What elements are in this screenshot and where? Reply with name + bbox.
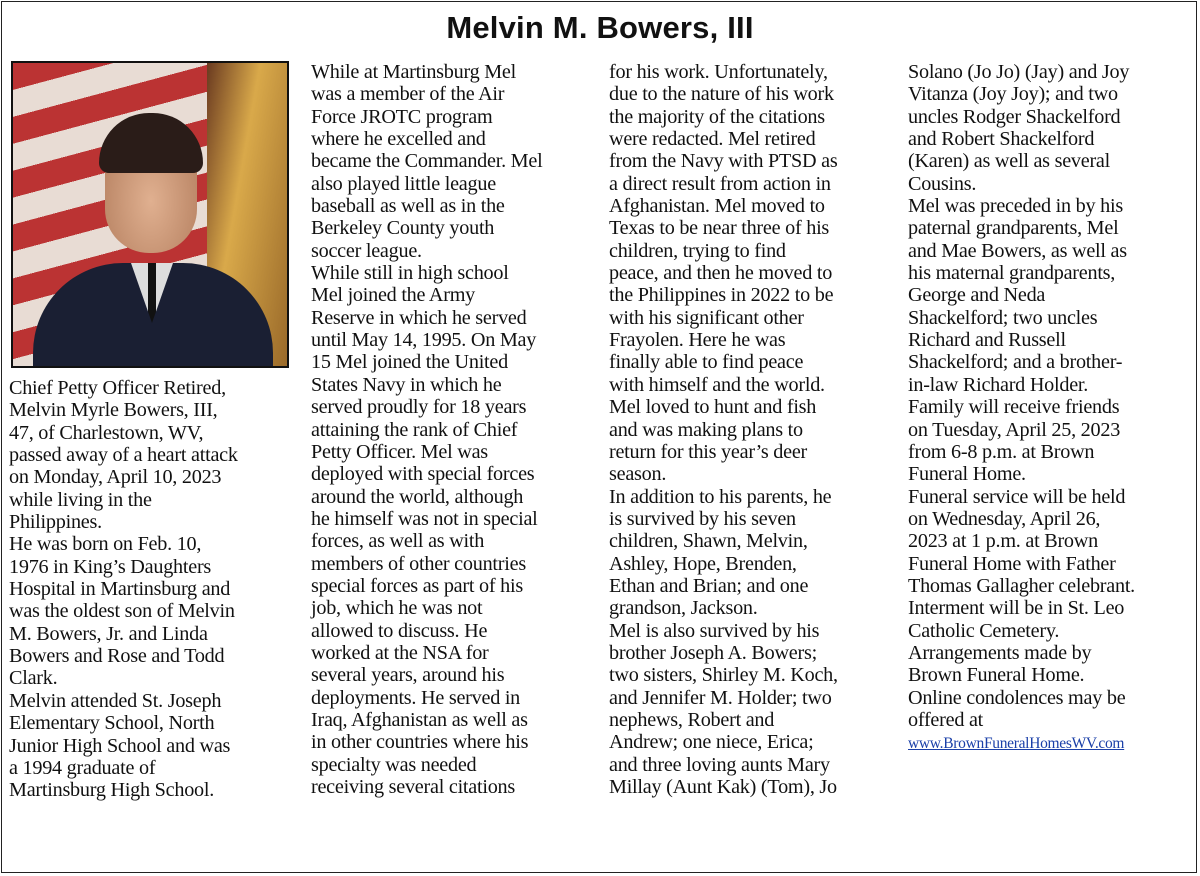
text-line: and Robert Shackelford xyxy=(908,128,1095,151)
text-line: due to the nature of his work xyxy=(609,83,834,106)
text-line: 1976 in King’s Daughters xyxy=(9,555,212,578)
text-line: on Tuesday, April 25, 2023 xyxy=(908,418,1121,441)
text-line: and Jennifer M. Holder; two xyxy=(609,686,832,709)
text-line: George and Neda xyxy=(908,284,1046,307)
text-line: attaining the rank of Chief xyxy=(311,418,518,441)
text-line: around the world, although xyxy=(311,485,524,508)
text-line: He was born on Feb. 10, xyxy=(9,533,202,556)
text-line: Brown Funeral Home. xyxy=(908,664,1085,687)
text-line: M. Bowers, Jr. and Linda xyxy=(9,622,208,645)
text-line: Vitanza (Joy Joy); and two xyxy=(908,83,1118,106)
text-line: Texas to be near three of his xyxy=(609,217,830,240)
text-line: Hospital in Martinsburg and xyxy=(9,578,231,601)
text-line: forces, as well as with xyxy=(311,530,485,553)
text-line: Reserve in which he served xyxy=(311,306,527,329)
text-line: passed away of a heart attack xyxy=(9,444,238,467)
text-line: job, which he was not xyxy=(311,597,483,620)
text-line: Mel was preceded in by his xyxy=(908,195,1123,218)
text-line: for his work. Unfortunately, xyxy=(609,61,828,83)
text-line: While still in high school xyxy=(311,262,509,285)
text-line: Catholic Cemetery. xyxy=(908,619,1060,642)
text-line: Mel is also survived by his xyxy=(609,619,820,642)
text-line: 2023 at 1 p.m. at Brown xyxy=(908,530,1098,553)
text-line: served proudly for 18 years xyxy=(311,396,527,419)
text-line: brother Joseph A. Bowers; xyxy=(609,641,817,664)
text-line: 15 Mel joined the United xyxy=(311,351,508,374)
text-line: members of other countries xyxy=(311,552,526,575)
text-line: on Wednesday, April 26, xyxy=(908,507,1101,530)
text-line: Interment will be in St. Leo xyxy=(908,597,1125,620)
text-line: Elementary School, North xyxy=(9,712,215,735)
text-line: States Navy in which he xyxy=(311,373,502,396)
text-line: Clark. xyxy=(9,667,58,690)
text-line: Philippines. xyxy=(9,511,102,534)
text-line: Arrangements made by xyxy=(908,641,1092,664)
text-line: grandson, Jackson. xyxy=(609,597,758,620)
text-line: peace, and then he moved to xyxy=(609,262,833,285)
link-line xyxy=(908,731,1135,755)
text-line: Force JROTC program xyxy=(311,105,493,128)
text-line: Funeral Home with Father xyxy=(908,552,1116,575)
text-line: Funeral service will be held xyxy=(908,485,1126,508)
text-line: in other countries where his xyxy=(311,731,529,754)
text-line: became the Commander. Mel xyxy=(311,150,543,173)
column-3 xyxy=(609,61,838,798)
text-line: Frayolen. Here he was xyxy=(609,329,786,352)
text-line: receiving several citations xyxy=(311,776,516,798)
text-line: 47, of Charlestown, WV, xyxy=(9,421,204,444)
text-line: Martinsburg High School. xyxy=(9,779,215,802)
text-line: was a member of the Air xyxy=(311,83,505,106)
text-line: several years, around his xyxy=(311,664,505,687)
text-line: the Philippines in 2022 to be xyxy=(609,284,834,307)
text-line: specialty was needed xyxy=(311,753,477,776)
text-line: and three loving aunts Mary xyxy=(609,753,830,776)
text-line: Andrew; one niece, Erica; xyxy=(609,731,814,754)
text-line: in-law Richard Holder. xyxy=(908,373,1089,396)
text-line: Afghanistan. Mel moved to xyxy=(609,195,825,218)
portrait-photo xyxy=(11,61,289,368)
text-line: Funeral Home. xyxy=(908,463,1026,486)
text-line: Berkeley County youth xyxy=(311,217,495,240)
text-line: a 1994 graduate of xyxy=(9,756,156,779)
text-line: also played little league xyxy=(311,172,496,195)
text-line: Ethan and Brian; and one xyxy=(609,574,809,597)
text-line: special forces as part of his xyxy=(311,574,523,597)
text-line: with his significant other xyxy=(609,306,804,329)
text-line: Cousins. xyxy=(908,172,977,195)
hair xyxy=(99,113,203,173)
text-line: paternal grandparents, Mel xyxy=(908,217,1119,240)
text-line: Family will receive friends xyxy=(908,396,1120,419)
text-line: finally able to find peace xyxy=(609,351,804,374)
text-line: Chief Petty Officer Retired, xyxy=(9,377,226,399)
text-line: Petty Officer. Mel was xyxy=(311,440,488,463)
text-line: season. xyxy=(609,463,667,486)
text-line: Richard and Russell xyxy=(908,329,1066,352)
text-line: In addition to his parents, he xyxy=(609,485,832,508)
text-line: worked at the NSA for xyxy=(311,641,489,664)
text-line: Iraq, Afghanistan as well as xyxy=(311,708,528,731)
text-line: was the oldest son of Melvin xyxy=(9,600,235,623)
text-line: on Monday, April 10, 2023 xyxy=(9,466,222,489)
text-line: where he excelled and xyxy=(311,128,486,151)
text-line: Shackelford; two uncles xyxy=(908,306,1098,329)
text-line: Melvin Myrle Bowers, III, xyxy=(9,399,218,422)
text-line: his maternal grandparents, xyxy=(908,262,1116,285)
text-line: Junior High School and was xyxy=(9,734,231,757)
column-4 xyxy=(908,61,1135,756)
text-line: Bowers and Rose and Todd xyxy=(9,645,225,668)
text-line: Melvin attended St. Joseph xyxy=(9,689,222,712)
text-line: while living in the xyxy=(9,488,152,511)
text-line: offered at xyxy=(908,708,984,731)
text-line: soccer league. xyxy=(311,239,422,262)
text-line: Solano (Jo Jo) (Jay) and Joy xyxy=(908,61,1130,83)
text-line: from 6-8 p.m. at Brown xyxy=(908,440,1095,463)
text-line: children, trying to find xyxy=(609,239,786,262)
text-line: Online condolences may be xyxy=(908,686,1126,709)
text-line: baseball as well as in the xyxy=(311,195,505,218)
text-line: until May 14, 1995. On May xyxy=(311,329,537,352)
text-line: Millay (Aunt Kak) (Tom), Jo xyxy=(609,776,837,798)
text-line: deployments. He served in xyxy=(311,686,521,709)
text-line: is survived by his seven xyxy=(609,507,796,530)
text-line: Mel joined the Army xyxy=(311,284,476,307)
text-line: Ashley, Hope, Brenden, xyxy=(609,552,797,575)
text-line: Mel loved to hunt and fish xyxy=(609,396,817,419)
text-line: While at Martinsburg Mel xyxy=(311,61,516,83)
text-line: children, Shawn, Melvin, xyxy=(609,530,808,553)
text-line: with himself and the world. xyxy=(609,373,825,396)
text-line: deployed with special forces xyxy=(311,463,535,486)
obituary-title: Melvin M. Bowers, III xyxy=(446,10,754,45)
text-line: uncles Rodger Shackelford xyxy=(908,105,1121,128)
text-line: and Mae Bowers, as well as xyxy=(908,239,1127,262)
text-line: return for this year’s deer xyxy=(609,440,808,463)
text-line: he himself was not in special xyxy=(311,507,538,530)
text-line: allowed to discuss. He xyxy=(311,619,488,642)
text-line: (Karen) as well as several xyxy=(908,150,1110,173)
text-line: the majority of the citations xyxy=(609,105,825,128)
text-line: Thomas Gallagher celebrant. xyxy=(908,574,1135,597)
text-line: from the Navy with PTSD as xyxy=(609,150,838,173)
text-line: two sisters, Shirley M. Koch, xyxy=(609,664,838,687)
text-line: a direct result from action in xyxy=(609,172,831,195)
text-line: were redacted. Mel retired xyxy=(609,128,816,151)
funeral-home-link[interactable]: www.BrownFuneralHomesWV.com xyxy=(908,735,1125,753)
text-line: Shackelford; and a brother- xyxy=(908,351,1123,374)
text-line: nephews, Robert and xyxy=(609,708,775,731)
column-1 xyxy=(9,377,238,802)
column-2 xyxy=(311,61,542,798)
text-line: and was making plans to xyxy=(609,418,803,441)
